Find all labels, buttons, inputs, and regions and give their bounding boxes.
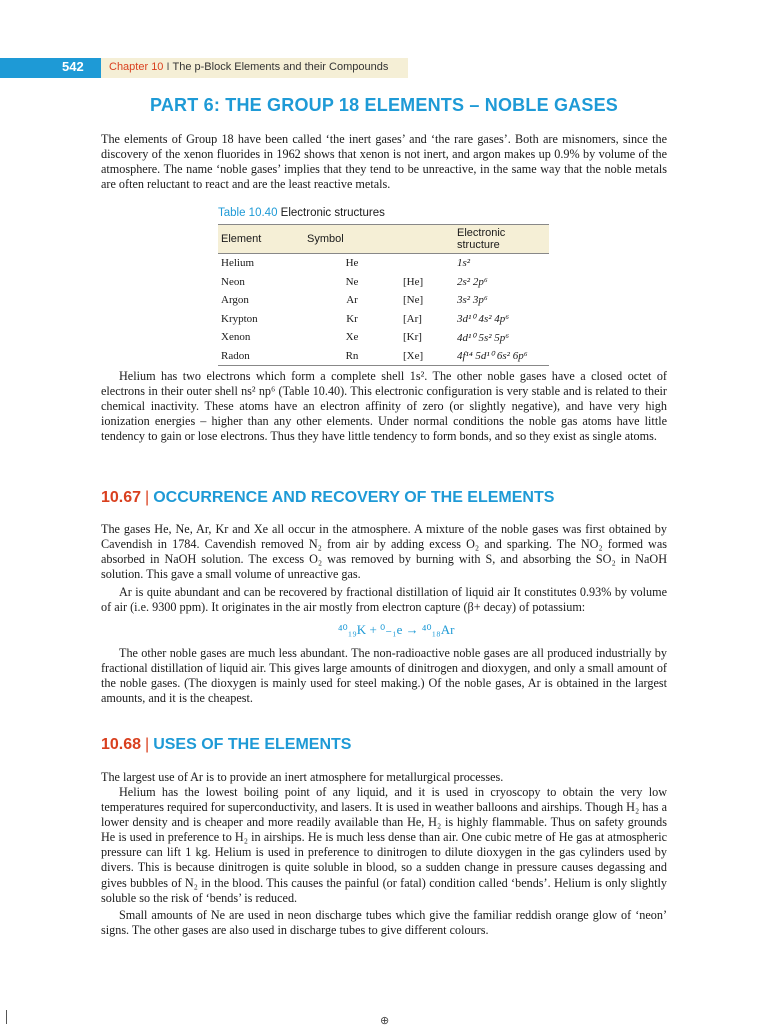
cell-element: Argon <box>221 294 249 307</box>
part-title: PART 6: THE GROUP 18 ELEMENTS – NOBLE GASES <box>149 95 618 115</box>
uses-paragraph-3: Small amounts of Ne are used in neon discharge tubes which give the familiar reddish orange glow of ‘neon’ signs. The other gases are also used in discharge tubes to give different colours. <box>101 908 667 938</box>
cell-symbol: Kr <box>346 312 358 325</box>
section-title: OCCURRENCE AND RECOVERY OF THE ELEMENTS <box>153 489 555 506</box>
occurrence-paragraph-1: The gases He, Ne, Ar, Kr and Xe all occur in the atmosphere. A mixture of the noble gases was first obtained by Cavendish in 1784. Cavendish removed N₂ from air by adding excess O₂ and sparking. The NO₂ formed was absorbed in NaOH solution. The excess O₂ was removed by burning with S, and absorbing the SO₂ in NaOH solution. This gave a small volume of unreactive gas. <box>101 522 667 582</box>
table-row <box>218 328 549 347</box>
section-divider: | <box>145 489 150 506</box>
cell-element: Radon <box>218 347 304 366</box>
helium-paragraph: Helium has two electrons which form a complete shell 1s². The other noble gases have a closed octet of electrons in their outer shell ns² np⁶ (Table 10.40). This electronic configuration is very stable and is related to their chemical inactivity. These atoms have an electron affinity of zero (or slightly negative), and have very high ionization energies – higher than any other elements. Under normal conditions the noble gas atoms have little tendency to gain or lose electrons. Thus they have little tendency to form bonds, and so they exist as single atoms. <box>101 369 667 444</box>
cell-element: Helium <box>221 257 254 270</box>
table-label: Table 10.40 <box>218 207 278 219</box>
decay-equation: ⁴⁰₁₉K + ⁰₋₁e → ⁴⁰₁₈Ar <box>338 622 455 637</box>
cell-symbol: Rn <box>304 347 400 366</box>
intro-paragraph: The elements of Group 18 have been called ‘the inert gases’ and ‘the rare gases’. Both are misnomers, since the discovery of the xenon fluorides in 1962 shows that xenon is not inert, and argon makes up 0.9% by volume of the atmosphere. The name ‘noble gases’ implies that they tend to be unreactive, in the same way that the noble metals are often reluctant to react and are the least reactive metals. <box>101 132 667 192</box>
section-heading-10-67 <box>101 489 554 507</box>
page-number-bar <box>0 58 101 78</box>
col-element: Element <box>218 225 304 254</box>
crop-mark <box>6 1010 7 1024</box>
section-title: USES OF THE ELEMENTS <box>153 736 352 753</box>
cell-core: [Ar] <box>403 312 422 325</box>
cell-structure: 3d¹⁰ 4s² 4p⁶ <box>457 313 510 326</box>
occurrence-paragraph-3: The other noble gases are much less abundant. The non-radioactive noble gases are all produced industrially by fractional distillation of liquid air. This gives large amounts of dinitrogen and dioxygen, and only a small amount of the noble gases. (The dioxygen is mainly used for steel making.) Of the noble gases, Ar is obtained in the largest amounts, and it is the cheapest. <box>101 646 667 706</box>
cell-element: Xenon <box>221 331 251 344</box>
cell-structure: 4f¹⁴ 5d¹⁰ 6s² 6p⁶ <box>454 347 549 366</box>
section-number: 10.67 <box>101 489 142 506</box>
cell-structure: 1s² <box>457 257 471 270</box>
cell-symbol: Ne <box>345 275 359 288</box>
table-row <box>218 273 549 292</box>
running-head-separator: I <box>166 61 170 73</box>
electronic-structures-table <box>218 224 549 366</box>
cell-core: [Xe] <box>400 347 454 366</box>
table-caption <box>218 207 385 219</box>
table-row <box>218 291 549 310</box>
cell-core: [Kr] <box>403 331 422 344</box>
running-head <box>109 61 388 73</box>
table-row <box>218 347 549 366</box>
section-divider: | <box>145 736 150 753</box>
table-row <box>218 254 549 273</box>
table-header-row <box>218 225 549 254</box>
cell-element: Krypton <box>221 312 258 325</box>
cell-structure: 4d¹⁰ 5s² 5p⁶ <box>457 331 510 344</box>
uses-paragraph-1: The largest use of Ar is to provide an inert atmosphere for metallurgical processes. <box>101 770 504 784</box>
col-structure: Electronic structure <box>454 225 549 254</box>
chapter-label: Chapter 10 <box>109 61 164 73</box>
cell-symbol: Xe <box>345 331 359 344</box>
cell-core: [He] <box>403 275 424 288</box>
section-number: 10.68 <box>101 736 142 753</box>
section-heading-10-68 <box>101 736 351 754</box>
cell-symbol: Ar <box>346 294 358 307</box>
col-core <box>400 225 454 254</box>
uses-paragraph-2: Helium has the lowest boiling point of any liquid, and it is used in cryoscopy to obtain the very low temperatures required for superconductivity, and lasers. It is used in weather balloons and airships. Though H₂ has a lower density and is cheaper and more readily available than He, H₂ is highly flammable. Thus on safety grounds He is used in preference to H₂ in airships. He is much less dense than air. One cubic metre of He gas at atmospheric pressure can lift 1 kg. Helium is used in preference to dinitrogen to dilute dioxygen in the gas cylinders used by divers. This is because dinitrogen is quite soluble in blood, so a sudden change in pressure causes degassing and gives bubbles of N₂ in the blood. This causes the painful (or fatal) condition called ‘bends’. Helium is only slightly soluble so the risk of ‘bends’ is reduced. <box>101 785 667 905</box>
page-number: 542 <box>62 59 84 74</box>
chapter-title: The p-Block Elements and their Compounds <box>172 61 389 73</box>
table-caption-text: Electronic structures <box>280 207 385 219</box>
cell-core: [Ne] <box>403 294 424 307</box>
cell-core <box>400 254 454 273</box>
cell-element: Neon <box>221 275 245 288</box>
cell-symbol: He <box>345 257 359 270</box>
cell-structure: 3s² 3p⁶ <box>457 294 488 307</box>
col-symbol: Symbol <box>304 225 400 254</box>
registration-mark-icon: ⊕ <box>380 1015 390 1027</box>
occurrence-paragraph-2: Ar is quite abundant and can be recovered by fractional distillation of liquid air It constitutes 0.93% by volume of air (i.e. 9300 ppm). It originates in the air mostly from electron capture (β+ decay) of potassium: <box>101 585 667 615</box>
table-row <box>218 310 549 329</box>
cell-structure: 2s² 2p⁶ <box>457 275 488 288</box>
